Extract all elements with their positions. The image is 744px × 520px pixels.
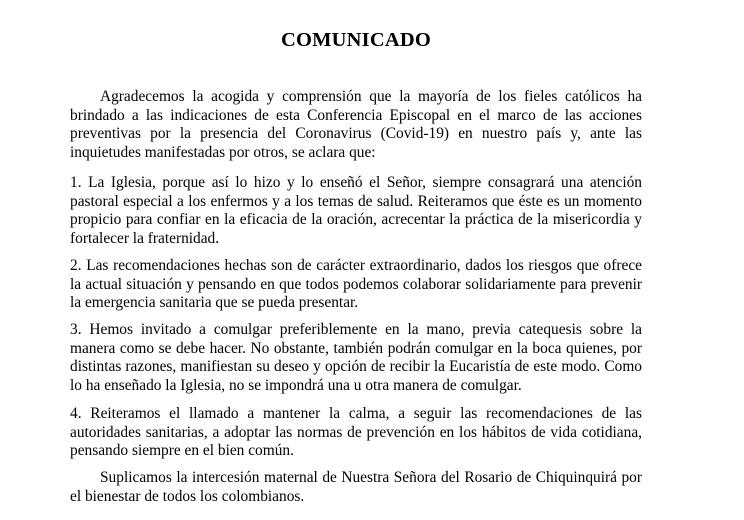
point-4-paragraph: 4. Reiteramos el llamado a mantener la calma, a seguir las recomendaciones de las autoridades sanitarias, a adoptar las normas de prevención en los hábitos de vida cotidiana, pensando siempre en el bien común.: [70, 405, 642, 460]
point-2-paragraph: 2. Las recomendaciones hechas son de carácter extraordinario, dados los riesgos que ofrece la actual situación y pensando en que todos podemos colaborar solidariamente para prevenir la emergencia sanitaria que se pueda presentar.: [70, 257, 642, 312]
point-3-paragraph: 3. Hemos invitado a comulgar preferiblemente en la mano, previa catequesis sobre la manera como se debe hacer. No obstante, también podrán comulgar en la boca quienes, por distintas razones, manifiestan su deseo y opción de recibir la Eucaristía de este modo. Como lo ha enseñado la Iglesia, no se impondrá una u otra manera de comulgar.: [70, 321, 642, 394]
closing-paragraph: Suplicamos la intercesión maternal de Nuestra Señora del Rosario de Chiquinquirá por el bienestar de todos los colombianos.: [70, 469, 642, 505]
document-title: COMUNICADO: [280, 29, 432, 51]
point-1-paragraph: 1. La Iglesia, porque así lo hizo y lo enseñó el Señor, siempre consagrará una atención pastoral especial a los enfermos y a los temas de salud. Reiteramos que éste es un momento propicio para confiar en la eficacia de la oración, acrecentar la práctica de la misericordia y fortalecer la fraternidad.: [70, 174, 642, 247]
intro-paragraph: Agradecemos la acogida y comprensión que la mayoría de los fieles católicos ha brindado a las indicaciones de esta Conferencia Episcopal en el marco de las acciones preventivas por la presencia del Coronavirus (Covid-19) en nuestro país y, ante las inquietudes manifestadas por otros, se aclara que:: [70, 88, 642, 161]
